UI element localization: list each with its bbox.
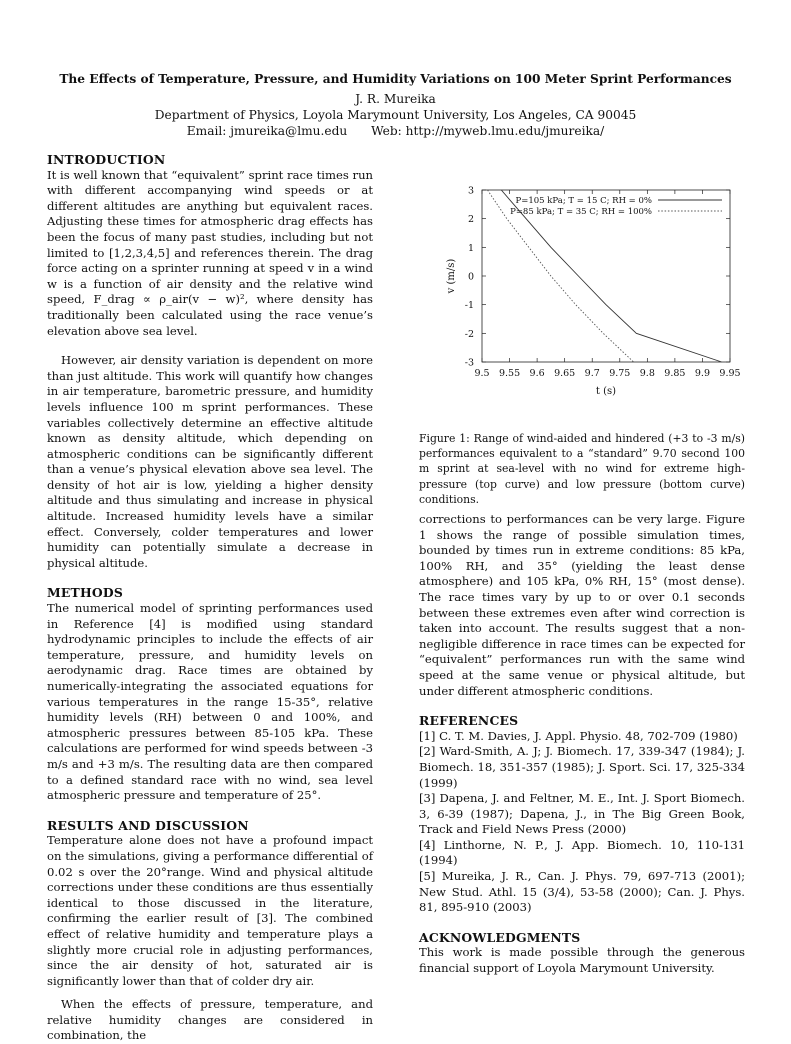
results-paragraph-2: When the effects of pressure, temperature, and relative humidity changes are considered in combination, the <box>47 997 373 1043</box>
reference-item: [3] Dapena, J. and Feltner, M. E., Int. J. Sport Biomech. 3, 6-39 (1987); Dapena, J., in The Big Green Book, Track and Field News Press (2000) <box>419 791 745 837</box>
references-heading: REFERENCES <box>419 713 519 729</box>
x-tick-label: 9.65 <box>554 368 576 379</box>
x-tick-label: 9.8 <box>639 368 655 379</box>
x-axis-label: t (s) <box>595 386 617 397</box>
reference-list <box>419 729 745 916</box>
results-heading: RESULTS AND DISCUSSION <box>47 817 249 833</box>
y-tick-label: -2 <box>464 328 474 340</box>
intro-paragraph-1: It is well known that “equivalent” sprint race times run with different accompanying wind speeds or at different altitudes are anything but equivalent races. Adjusting these times for atmospheric drag effects has been the focus of many past studies, including but not limited to [1,2,3,4,5] and references therein. The drag force acting on a sprinter running at speed v in a wind w is a function of air density and the relative wind speed, F_drag ∝ ρ_air(v − w)², where density has traditionally been calculated using the race venue’s elevation above sea level. <box>47 167 373 338</box>
legend-label: P=105 kPa; T = 15 C; RH = 0% <box>515 196 652 206</box>
results-paragraph-3: corrections to performances can be very large. Figure 1 shows the range of possible simulation times, bounded by times run in extreme conditions: 85 kPa, 100% RH, and 35° (yielding the least dense atmosphere) and 105 kPa, 0% RH, 15° (most dense). The race times vary by up to or over 0.1 seconds between these extremes even after wind correction is taken into account. The results suggest that a non-negligible difference in race times can be expected for “equivalent” performances run with the same wind speed at the same venue or physical altitude, but under different atmospheric conditions. <box>419 512 745 698</box>
paper-title: The Effects of Temperature, Pressure, and Humidity Variations on 100 Meter Sprint Performances <box>59 72 732 86</box>
intro-heading: INTRODUCTION <box>47 152 166 167</box>
y-tick-label: 3 <box>467 185 474 197</box>
legend-label: P=85 kPa; T = 35 C; RH = 100% <box>510 207 652 217</box>
left-column <box>47 152 373 1044</box>
y-tick-label: 2 <box>467 214 474 226</box>
y-tick-label: 0 <box>467 271 474 283</box>
x-tick-label: 9.6 <box>529 368 545 379</box>
x-tick-label: 9.5 <box>474 368 490 379</box>
acknowledgments-heading: ACKNOWLEDGMENTS <box>419 929 581 945</box>
reference-item: [1] C. T. M. Davies, J. Appl. Physio. 48, 702-709 (1980) <box>419 728 738 743</box>
x-tick-label: 9.85 <box>664 368 686 379</box>
right-column <box>419 512 745 977</box>
affiliation: Department of Physics, Loyola Marymount University, Los Angeles, CA 90045 <box>154 108 637 122</box>
x-tick-label: 9.9 <box>694 368 710 379</box>
results-paragraph-1: Temperature alone does not have a profound impact on the simulations, giving a performance differential of 0.02 s over the 20°range. Wind and physical altitude corrections under these conditions are thus essentially identical to those discussed in the literature, confirming the earlier result of [3]. The combined effect of relative humidity and temperature plays a slightly more crucial role in adjusting performances, since the air density of hot, saturated air is significantly lower than that of colder dry air. <box>47 833 373 988</box>
acknowledgments-text: This work is made possible through the generous financial support of Loyola Marymount University. <box>419 945 745 976</box>
methods-paragraph: The numerical model of sprinting performances used in Reference [4] is modified using standard hydrodynamic principles to include the effects of air temperature, pressure, and humidity levels on aerodynamic drag. Race times are obtained by numerically-integrating the associated equations for various temperatures in the range 15-35°, relative humidity levels (RH) between 0 and 100%, and atmospheric pressures between 85-105 kPa. These calculations are performed for wind speeds between -3 m/s and +3 m/s. The resulting data are then compared to a defined standard race with no wind, sea level atmospheric pressure and temperature of 25°. <box>47 601 373 803</box>
x-tick-label: 9.75 <box>609 368 631 379</box>
figure-caption: Figure 1: Range of wind-aided and hindered (+3 to -3 m/s) performances equivalent to a “standard” 9.70 second 100 m sprint at sea-level with no wind for extreme high-pressure (top curve) and low pressure (bottom curve) conditions. <box>419 432 745 506</box>
y-tick-label: 1 <box>467 242 474 254</box>
reference-item: [2] Ward-Smith, A. J; J. Biomech. 17, 339-347 (1984); J. Biomech. 18, 351-357 (1985); J. Sport. Sci. 17, 325-334 (1999) <box>419 744 745 790</box>
email-text: Email: jmureika@lmu.edu <box>186 124 348 138</box>
y-axis-label: v (m/s) <box>446 258 457 294</box>
author-name: J. R. Mureika <box>355 92 436 106</box>
reference-item: [5] Mureika, J. R., Can. J. Phys. 79, 697-713 (2001); New Stud. Athl. 15 (3/4), 53-58 (2000); Can. J. Phys. 81, 895-910 (2003) <box>419 869 745 915</box>
y-tick-label: -3 <box>464 357 474 369</box>
x-tick-label: 9.55 <box>498 368 521 379</box>
methods-heading: METHODS <box>47 585 123 601</box>
figure-1-chart <box>440 178 760 398</box>
x-tick-label: 9.7 <box>584 368 600 379</box>
x-tick-label: 9.95 <box>719 368 741 379</box>
contact-line <box>0 124 791 138</box>
intro-paragraph-2: However, air density variation is dependent on more than just altitude. This work will quantify how changes in air temperature, barometric pressure, and humidity levels influence 100 m sprint performances. These variables collectively determine an effective altitude known as density altitude, which depending on atmospheric conditions can be significantly different than a venue’s physical elevation above sea level. The density of hot air is low, yielding a higher density altitude and thus simulating and increase in physical altitude. Increased humidity levels have a similar effect. Conversely, colder temperatures and lower humidity can potentially simulate a decrease in physical altitude. <box>47 353 373 570</box>
reference-item: [4] Linthorne, N. P., J. App. Biomech. 10, 110-131 (1994) <box>419 837 745 868</box>
web-link[interactable]: Web: http://myweb.lmu.edu/jmureika/ <box>371 124 605 138</box>
y-tick-label: -1 <box>464 300 474 312</box>
